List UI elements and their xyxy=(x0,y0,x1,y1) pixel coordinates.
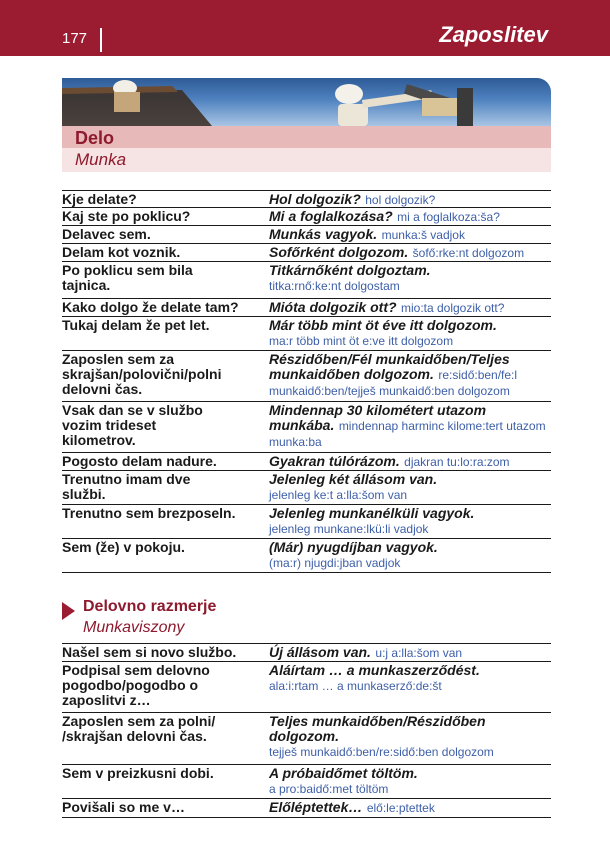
phrase-table xyxy=(62,190,551,573)
slovene-phrase: Trenutno sem brezposeln. xyxy=(62,505,236,521)
slovene-phrase: Kje delate? xyxy=(62,191,137,207)
slovene-phrase: Sem (že) v pokoju. xyxy=(62,539,185,555)
hungarian-translation: Teljes munkaidőben/Részidőben dolgozom. tejješ munkaidő:ben/re:sidő:ben dolgozom xyxy=(269,713,494,759)
table-row xyxy=(62,538,551,573)
section-subtitle-bar xyxy=(62,148,551,172)
subsection-arrow-icon xyxy=(62,602,75,620)
slovene-phrase: Kako dolgo že delate tam? xyxy=(62,299,239,315)
hungarian-translation: Mióta dolgozik ott? mio:ta dolgozik ott? xyxy=(269,299,505,315)
pronunciation: (ma:r) njugdi:jban vadjok xyxy=(269,556,401,570)
hungarian-translation: Sofőrként dolgozom. šofő:rke:nt dolgozom xyxy=(269,244,525,260)
hungarian-translation: Mindennap 30 kilométert utazom munkába. mindennap harminc kilome:tert utazom munka:ba xyxy=(269,402,546,449)
table-row xyxy=(62,225,551,243)
pronunciation: u:j a:lla:šom van xyxy=(375,646,463,660)
pronunciation: tejješ munkaidő:ben/re:sidő:ben dolgozom xyxy=(269,745,494,759)
table-row xyxy=(62,643,551,661)
hungarian-translation: Jelenleg munkanélküli vagyok. jelenleg munkane:lkü:li vadjok xyxy=(269,505,475,536)
hungarian-translation: Titkárnőként dolgoztam. titka:rnő:ke:nt dolgostam xyxy=(269,262,431,293)
pronunciation: djakran tu:lo:ra:zom xyxy=(404,455,510,469)
slovene-phrase: Pogosto delam nadure. xyxy=(62,453,217,469)
slovene-phrase: Po poklicu sem bila tajnica. xyxy=(62,262,193,293)
slovene-phrase: Zaposlen sem za skrajšan/polovični/polni delovni čas. xyxy=(62,351,222,397)
slovene-phrase: Podpisal sem delovno pogodbo/pogodbo o zaposlitvi z… xyxy=(62,662,210,708)
pronunciation: mio:ta dolgozik ott? xyxy=(400,301,505,315)
table-row xyxy=(62,401,551,452)
slovene-phrase: Tukaj delam že pet let. xyxy=(62,317,210,333)
page-number-divider xyxy=(100,28,102,52)
banner-photo xyxy=(62,78,551,126)
table-row xyxy=(62,190,551,207)
hungarian-translation: Munkás vagyok. munka:š vadjok xyxy=(269,226,465,242)
hungarian-translation: Részidőben/Fél munkaidőben/Teljes munkaidőben dolgozom. re:sidő:ben/fe:l munkaidő:ben/tejješ munkaidő:ben dolgozom xyxy=(269,351,518,398)
slovene-phrase: Trenutno imam dve službi. xyxy=(62,471,191,502)
hungarian-translation: Mi a foglalkozása? mi a foglalkoza:ša? xyxy=(269,208,500,224)
table-row xyxy=(62,316,551,350)
pronunciation: jelenleg ke:t a:lla:šom van xyxy=(269,488,408,502)
slovene-phrase: Zaposlen sem za polni/ /skrajšan delovni čas. xyxy=(62,713,216,744)
pronunciation: šofő:rke:nt dolgozom xyxy=(412,246,525,260)
slovene-phrase: Kaj ste po poklicu? xyxy=(62,208,191,224)
table-row xyxy=(62,661,551,712)
table-row xyxy=(62,298,551,316)
slovene-phrase: Vsak dan se v službo vozim trideset kilometrov. xyxy=(62,402,203,448)
pronunciation: jelenleg munkane:lkü:li vadjok xyxy=(269,522,429,536)
table-row xyxy=(62,798,551,818)
table-row xyxy=(62,350,551,401)
slovene-phrase: Delam kot voznik. xyxy=(62,244,181,260)
phrase-table-2 xyxy=(62,643,551,818)
slovene-phrase: Našel sem si novo službo. xyxy=(62,644,237,660)
table-row xyxy=(62,712,551,764)
hungarian-translation: A próbaidőmet töltöm. a pro:baidő:met töltöm xyxy=(269,765,418,796)
section-title-bar xyxy=(62,126,551,148)
hungarian-translation: Jelenleg két állásom van. jelenleg ke:t a:lla:šom van xyxy=(269,471,438,502)
table-row xyxy=(62,470,551,504)
page-header xyxy=(0,0,610,56)
slovene-phrase: Povišali so me v… xyxy=(62,799,185,815)
hungarian-translation: Gyakran túlórázom. djakran tu:lo:ra:zom xyxy=(269,453,510,469)
table-row xyxy=(62,243,551,261)
table-row xyxy=(62,452,551,470)
hungarian-translation: Aláírtam … a munkaszerződést. ala:i:rtam … a munkaserző:de:št xyxy=(269,662,480,693)
pronunciation: re:sidő:ben/fe:l munkaidő:ben/tejješ munkaidő:ben dolgozom xyxy=(269,368,518,398)
section-title: Delo xyxy=(75,128,115,148)
pronunciation: elő:le:ptettek xyxy=(366,801,435,815)
pronunciation: mi a foglalkoza:ša? xyxy=(397,210,500,224)
table-row xyxy=(62,504,551,538)
pronunciation: titka:rnő:ke:nt dolgostam xyxy=(269,279,400,293)
table-row xyxy=(62,261,551,298)
pronunciation: munka:š vadjok xyxy=(381,228,465,242)
hungarian-translation: (Már) nyugdíjban vagyok. (ma:r) njugdi:jban vadjok xyxy=(269,539,438,570)
section-subtitle: Munka xyxy=(75,150,127,169)
pronunciation: hol dolgozik? xyxy=(365,193,436,207)
pronunciation: a pro:baidő:met töltöm xyxy=(269,782,389,796)
hungarian-translation: Már több mint öt éve itt dolgozom. ma:r több mint öt e:ve itt dolgozom xyxy=(269,317,497,348)
slovene-phrase: Delavec sem. xyxy=(62,226,151,242)
slovene-phrase: Sem v preizkusni dobi. xyxy=(62,765,214,781)
chapter-title: Zaposlitev xyxy=(439,22,548,47)
page-number: 177 xyxy=(62,30,88,47)
pronunciation: mindennap harminc kilome:tert utazom munka:ba xyxy=(269,419,546,449)
subsection-title: Delovno razmerje xyxy=(83,598,217,615)
hungarian-translation: Előléptettek… elő:le:ptettek xyxy=(269,799,435,815)
construction-workers-illustration xyxy=(62,78,551,126)
table-row xyxy=(62,764,551,798)
table-row xyxy=(62,207,551,225)
hungarian-translation: Hol dolgozik? hol dolgozik? xyxy=(269,191,436,207)
subsection-subtitle: Munkaviszony xyxy=(83,619,185,636)
pronunciation: ma:r több mint öt e:ve itt dolgozom xyxy=(269,334,454,348)
pronunciation: ala:i:rtam … a munkaserző:de:št xyxy=(269,679,442,693)
hungarian-translation: Új állásom van. u:j a:lla:šom van xyxy=(269,644,463,660)
